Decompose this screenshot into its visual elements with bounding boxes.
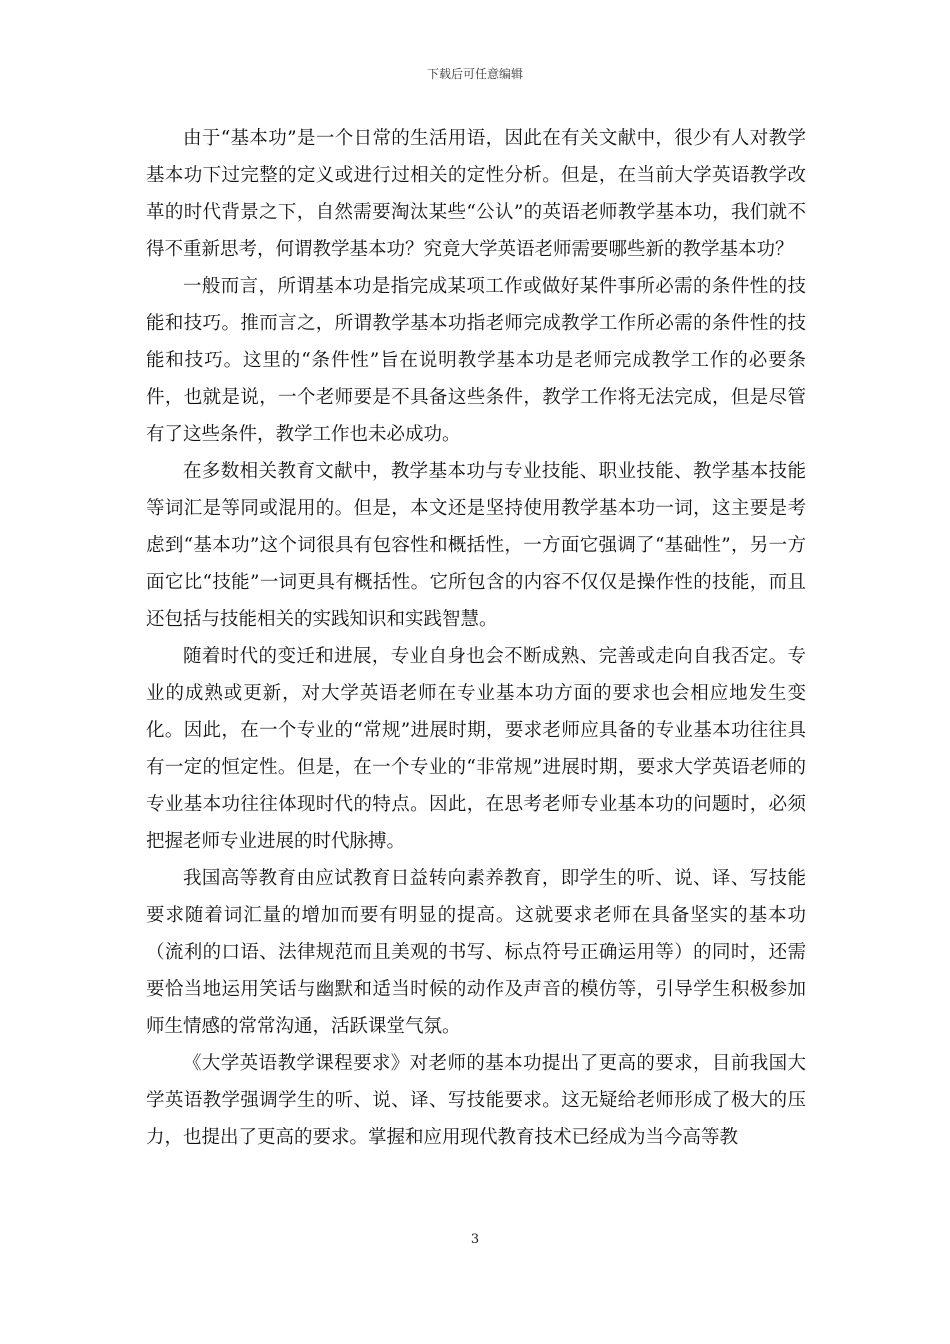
paragraph: 由于“基本功”是一个日常的生活用语，因此在有关文献中，很少有人对教学基本功下过完整的定义或进行过相关的定性分析。但是，在当前大学英语教学改革的时代背景之下，自然需要淘汰某些“公认”的英语老师教学基本功，我们就不得不重新思考，何谓教学基本功？究竟大学英语老师需要哪些新的教学基本功？: [146, 128, 806, 260]
paragraph: 《大学英语教学课程要求》对老师的基本功提出了更高的要求，目前我国大学英语教学强调学生的听、说、译、写技能要求。这无疑给老师形成了极大的压力，也提出了更高的要求。掌握和应用现代教育技术已经成为当今高等教: [146, 1053, 806, 1148]
paragraph: 随着时代的变迁和进展，专业自身也会不断成熟、完善或走向自我否定。专业的成熟或更新，对大学英语老师在专业基本功方面的要求也会相应地发生变化。因此，在一个专业的“常规”进展时期，要求老师应具备的专业基本功往往具有一定的恒定性。但是，在一个专业的“非常规”进展时期，要求大学英语老师的专业基本功往往体现时代的特点。因此，在思考老师专业基本功的问题时，必须把握老师专业进展的时代脉搏。: [146, 646, 806, 852]
paragraph: 在多数相关教育文献中，教学基本功与专业技能、职业技能、教学基本技能等词汇是等同或混用的。但是，本文还是坚持使用教学基本功一词，这主要是考虑到“基本功”这个词很具有包容性和概括性，一方面它强调了“基础性”，另一方面它比“技能”一词更具有概括性。它所包含的内容不仅仅是操作性的技能，而且还包括与技能相关的实践知识和实践智慧。: [146, 461, 806, 630]
page-number: 3: [470, 1232, 480, 1247]
paragraph: 我国高等教育由应试教育日益转向素养教育，即学生的听、说、译、写技能要求随着词汇量的增加而要有明显的提高。这就要求老师在具备坚实的基本功（流利的口语、法律规范而且美观的书写、标点符号正确运用等）的同时，还需要恰当地运用笑话与幽默和适当时候的动作及声音的模仿等，引导学生积极参加师生情感的常常沟通，活跃课堂气氛。: [146, 868, 806, 1037]
paragraph: 一般而言，所谓基本功是指完成某项工作或做好某件事所必需的条件性的技能和技巧。推而言之，所谓教学基本功指老师完成教学工作所必需的条件性的技能和技巧。这里的“条件性”旨在说明教学基本功是老师完成教学工作的必要条件，也就是说，一个老师要是不具备这些条件，教学工作将无法完成，但是尽管有了这些条件，教学工作也未必成功。: [146, 276, 806, 445]
page-header: 下载后可任意编辑: [426, 67, 523, 81]
document-body: [146, 120, 806, 1156]
